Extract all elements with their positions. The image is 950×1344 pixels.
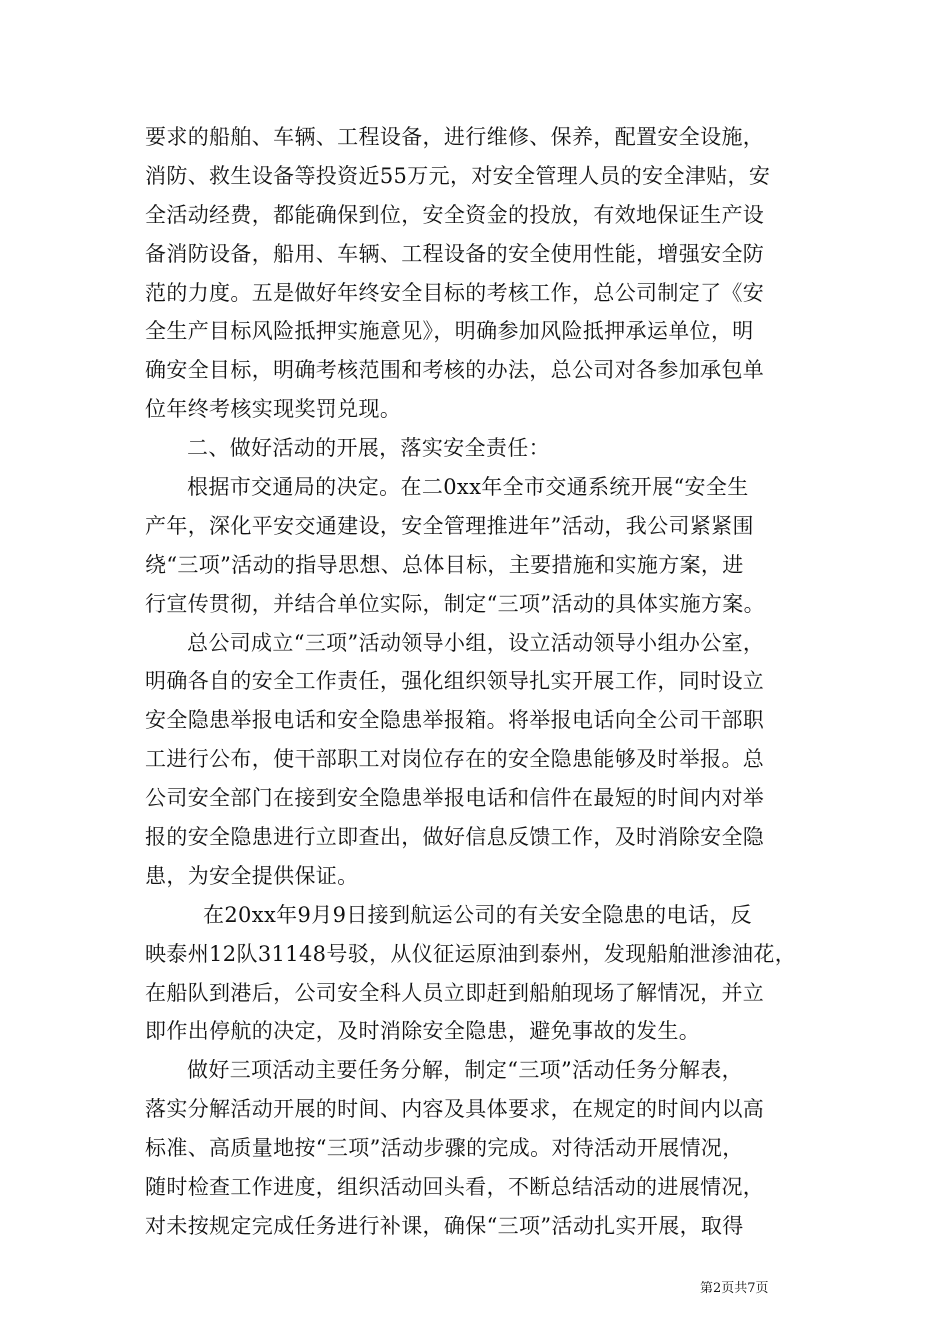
section-heading	[145, 429, 813, 468]
text-line: 随时检查工作进度，组织活动回头看，不断总结活动的进展情况，	[145, 1175, 765, 1200]
page-number: 第2页共7页	[700, 1281, 769, 1296]
text-line: 公司安全部门在接到安全隐患举报电话和信件在最短的时间内对举	[145, 786, 765, 811]
text-line: 安全隐患举报电话和安全隐患举报箱。将举报电话向全公司干部职	[145, 708, 765, 733]
paragraph-5	[145, 896, 813, 1052]
text-line: 映泰州12队31148号驳，从仪征运原油到泰州，发现船舶泄渗油花，	[145, 941, 797, 966]
text-line: 绕“三项”活动的指导思想、总体目标，主要措施和实施方案，进	[145, 552, 744, 577]
text-line: 在船队到港后，公司安全科人员立即赶到船舶现场了解情况，并立	[145, 980, 765, 1005]
text-line: 要求的船舶、车辆、工程设备，进行维修、保养，配置安全设施，	[145, 125, 765, 149]
document-body	[145, 118, 813, 1246]
paragraph-4	[145, 624, 813, 896]
text-line: 工进行公布，使干部职工对岗位存在的安全隐患能够及时举报。总	[145, 747, 765, 772]
text-line: 总公司成立“三项”活动领导小组，设立活动领导小组办公室，	[187, 630, 765, 655]
text-line: 确安全目标，明确考核范围和考核的办法，总公司对各参加承包单	[145, 358, 765, 383]
text-line: 全活动经费，都能确保到位，安全资金的投放，有效地保证生产设	[145, 202, 765, 227]
text-line: 全生产目标风险抵押实施意见》，明确参加风险抵押承运单位，明	[145, 319, 754, 344]
text-line: 在20xx年9月9日接到航运公司的有关安全隐患的电话，反	[203, 902, 752, 927]
text-line: 做好三项活动主要任务分解，制定“三项”活动任务分解表，	[187, 1058, 743, 1083]
paragraph-6	[145, 1051, 813, 1245]
text-line: 根据市交通局的决定。在二0xx年全市交通系统开展“安全生	[187, 475, 749, 500]
text-line: 即作出停航的决定，及时消除安全隐患，避免事故的发生。	[145, 1019, 701, 1044]
text-line: 范的力度。五是做好年终安全目标的考核工作，总公司制定了《安	[145, 280, 765, 305]
text-line: 位年终考核实现奖罚兑现。	[145, 397, 402, 422]
text-line: 报的安全隐患进行立即查出，做好信息反馈工作，及时消除安全隐	[145, 825, 765, 850]
text-line: 对未按规定完成任务进行补课，确保“三项”活动扎实开展，取得	[145, 1213, 744, 1238]
text-line: 落实分解活动开展的时间、内容及具体要求，在规定的时间内以高	[145, 1097, 765, 1122]
text-line: 产年，深化平安交通建设，安全管理推进年”活动，我公司紧紧围	[145, 513, 754, 538]
text-line: 患，为安全提供保证。	[145, 863, 359, 888]
section-heading-text: 二、做好活动的开展，落实安全责任：	[187, 436, 550, 461]
paragraph-1	[145, 118, 813, 429]
text-line: 标准、高质量地按“三项”活动步骤的完成。对待活动开展情况，	[145, 1136, 744, 1161]
text-line: 备消防设备，船用、车辆、工程设备的安全使用性能，增强安全防	[145, 241, 765, 266]
paragraph-3	[145, 468, 813, 624]
text-line: 消防、救生设备等投资近55万元，对安全管理人员的安全津贴，安	[145, 163, 771, 188]
text-line: 行宣传贯彻，并结合单位实际，制定“三项”活动的具体实施方案。	[145, 591, 765, 616]
text-line: 明确各自的安全工作责任，强化组织领导扎实开展工作，同时设立	[145, 669, 765, 694]
